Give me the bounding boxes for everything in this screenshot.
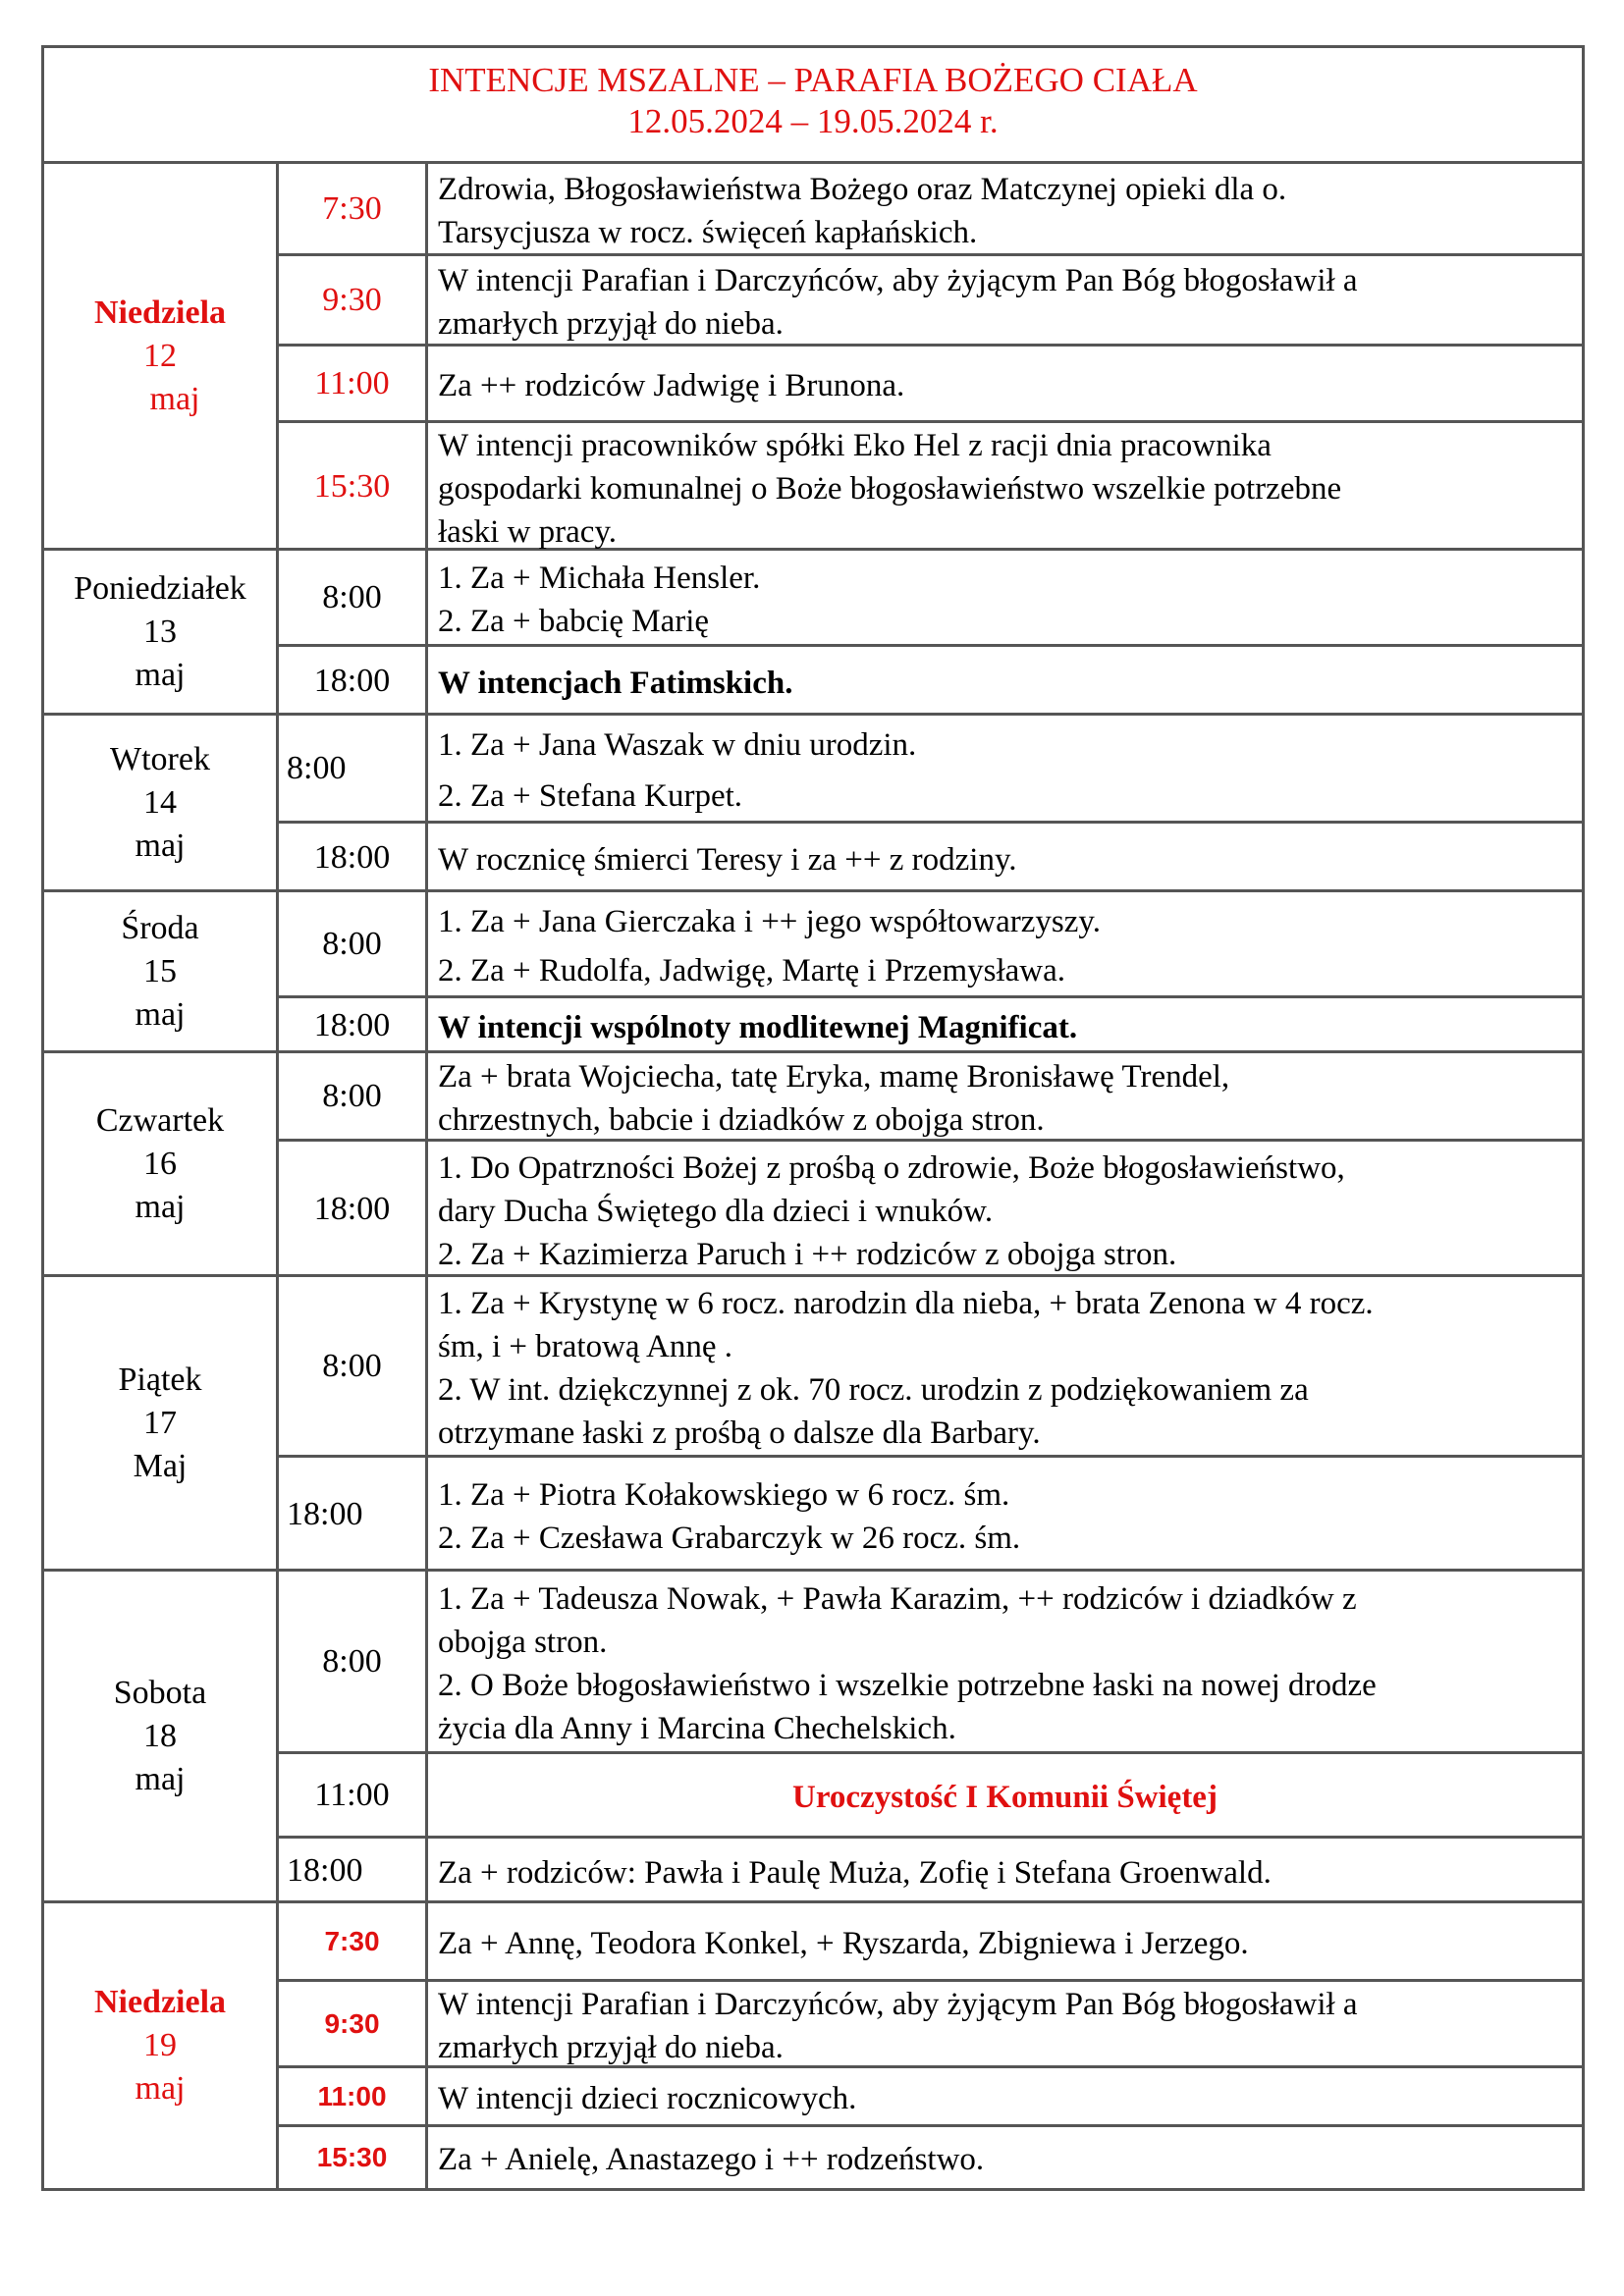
intention-line: 1. Za + Michała Hensler. xyxy=(438,560,761,596)
intention-line: 2. W int. dziękczynnej z ok. 70 rocz. urodzin z podziękowaniem za xyxy=(438,1371,1309,1408)
day-number: 16 xyxy=(143,1145,177,1182)
mass-time: 15:30 xyxy=(279,2127,428,2188)
day-name: Czwartek xyxy=(95,1101,225,1139)
mass-time: 18:00 xyxy=(279,1142,428,1277)
day-name: Piątek xyxy=(118,1361,202,1398)
mass-row xyxy=(279,347,1582,423)
mass-row xyxy=(279,998,1582,1053)
day-name: Niedziela xyxy=(93,1984,227,2020)
mass-time: 11:00 xyxy=(279,1754,428,1836)
intention-line: obojga stron. xyxy=(438,1624,608,1660)
mass-intention xyxy=(428,1903,1582,1979)
mass-time: 11:00 xyxy=(279,347,428,420)
mass-intention xyxy=(428,164,1582,253)
intention-line: życia dla Anny i Marcina Chechelskich. xyxy=(438,1710,956,1746)
header xyxy=(44,48,1582,164)
mass-intention xyxy=(428,2068,1582,2124)
mass-row xyxy=(279,2068,1582,2127)
day-month: maj xyxy=(135,2070,186,2107)
day-number: 17 xyxy=(143,1404,177,1441)
mass-intention xyxy=(428,1572,1582,1751)
day-label xyxy=(44,892,279,1050)
mass-row xyxy=(279,716,1582,824)
mass-row xyxy=(279,2127,1582,2188)
intention-line: 2. Za + Czesława Grabarczyk w 26 rocz. śm. xyxy=(438,1521,1021,1556)
mass-row xyxy=(279,164,1582,256)
day-name: Wtorek xyxy=(110,740,210,777)
mass-time: 9:30 xyxy=(279,1982,428,2065)
mass-time: 8:00 xyxy=(279,551,428,644)
intention-line: W intencji Parafian i Darczyńców, aby żyjącym Pan Bóg błogosławił a xyxy=(438,262,1358,298)
mass-row xyxy=(279,551,1582,647)
day-month: maj xyxy=(135,995,186,1033)
day-label xyxy=(44,1903,279,2188)
intention-line: Za + Annę, Teodora Konkel, + Ryszarda, Zbigniewa i Jerzego. xyxy=(438,1925,1249,1961)
mass-intention xyxy=(428,1754,1582,1836)
day-sunday-12 xyxy=(44,164,1582,551)
mass-row xyxy=(279,1903,1582,1982)
mass-time: 8:00 xyxy=(279,716,428,821)
day-name: Środa xyxy=(121,909,199,946)
day-label xyxy=(44,1572,279,1900)
mass-row xyxy=(279,1572,1582,1754)
intention-line: 2. Za + Stefana Kurpet. xyxy=(438,777,743,814)
day-label xyxy=(44,164,279,548)
intention-line: W intencjach Fatimskich. xyxy=(438,666,793,701)
mass-time: 18:00 xyxy=(279,824,428,892)
mass-row xyxy=(279,1839,1582,1903)
day-number: 14 xyxy=(143,783,177,821)
mass-time: 8:00 xyxy=(279,1053,428,1139)
intention-line: 1. Za + Jana Gierczaka i ++ jego współtowarzyszy. xyxy=(438,903,1101,939)
mass-time: 15:30 xyxy=(279,423,428,551)
day-number: 18 xyxy=(143,1717,177,1754)
intention-line: 2. Za + Rudolfa, Jadwigę, Martę i Przemysława. xyxy=(438,952,1066,988)
day-thursday-16 xyxy=(44,1053,1582,1277)
intention-line: 2. Za + Kazimierza Paruch i ++ rodziców z obojga stron. xyxy=(438,1237,1177,1272)
intention-line: W intencji Parafian i Darczyńców, aby żyjącym Pan Bóg błogosławił a xyxy=(438,1986,1358,2022)
intention-line: dary Ducha Świętego dla dzieci i wnuków. xyxy=(438,1194,994,1229)
mass-intention xyxy=(428,824,1582,892)
mass-time: 18:00 xyxy=(279,1839,428,1903)
day-month: Maj xyxy=(133,1447,188,1484)
intention-line: 1. Za + Krystynę w 6 rocz. narodzin dla nieba, + brata Zenona w 4 rocz. xyxy=(438,1285,1374,1321)
intention-line: Za + Anielę, Anastazego i ++ rodzeństwo. xyxy=(438,2142,985,2177)
day-name: Sobota xyxy=(113,1674,207,1711)
mass-row xyxy=(279,1142,1582,1277)
intention-line: 1. Za + Jana Waszak w dniu urodzin. xyxy=(438,726,917,763)
intention-line: W rocznicę śmierci Teresy i za ++ z rodziny. xyxy=(438,842,1017,878)
mass-time: 8:00 xyxy=(279,892,428,995)
mass-time: 18:00 xyxy=(279,647,428,716)
intention-line: W intencji pracowników spółki Eko Hel z racji dnia pracownika xyxy=(438,428,1272,463)
mass-intention xyxy=(428,1458,1582,1572)
day-month: maj xyxy=(135,827,186,864)
mass-row xyxy=(279,1277,1582,1458)
day-monday-13 xyxy=(44,551,1582,716)
mass-intention xyxy=(428,1839,1582,1903)
day-number: 13 xyxy=(143,613,177,650)
mass-row xyxy=(279,1982,1582,2068)
mass-row xyxy=(279,824,1582,892)
intention-line: Tarsycjusza w rocz. święceń kapłańskich. xyxy=(438,214,978,250)
mass-time: 11:00 xyxy=(279,2068,428,2124)
mass-time: 18:00 xyxy=(279,998,428,1053)
mass-row xyxy=(279,256,1582,347)
mass-intention xyxy=(428,716,1582,821)
intention-line: Za + brata Wojciecha, tatę Eryka, mamę Bronisławę Trendel, xyxy=(438,1058,1230,1095)
intention-line: zmarłych przyjął do nieba. xyxy=(438,2029,784,2065)
day-month: maj xyxy=(135,656,186,693)
mass-time: 8:00 xyxy=(279,1572,428,1751)
intention-line: 2. Za + babcię Marię xyxy=(438,603,710,639)
intentions-table xyxy=(41,45,1585,2191)
day-label xyxy=(44,1053,279,1274)
day-month: maj xyxy=(135,1188,186,1225)
mass-row xyxy=(279,647,1582,716)
mass-intention xyxy=(428,256,1582,344)
intention-line: 1. Za + Piotra Kołakowskiego w 6 rocz. śm. xyxy=(438,1477,1010,1513)
intention-line: W intencji wspólnoty modlitewnej Magnificat. xyxy=(438,1010,1078,1045)
intention-line: zmarłych przyjął do nieba. xyxy=(438,305,784,342)
day-label xyxy=(44,1277,279,1569)
day-saturday-18 xyxy=(44,1572,1582,1903)
date-range: 12.05.2024 – 19.05.2024 r. xyxy=(627,102,999,140)
intention-line: otrzymane łaski z prośbą o dalsze dla Barbary. xyxy=(438,1415,1041,1451)
day-label xyxy=(44,716,279,889)
mass-time: 7:30 xyxy=(279,1903,428,1979)
intention-line: śm, i + bratową Annę . xyxy=(438,1328,732,1364)
mass-row xyxy=(279,892,1582,998)
day-friday-17 xyxy=(44,1277,1582,1572)
day-tuesday-14 xyxy=(44,716,1582,892)
mass-row xyxy=(279,423,1582,551)
day-month: maj xyxy=(149,380,200,417)
mass-intention xyxy=(428,551,1582,644)
mass-row xyxy=(279,1458,1582,1572)
mass-row xyxy=(279,1754,1582,1839)
intention-line: łaski w pracy. xyxy=(438,514,618,550)
mass-time: 7:30 xyxy=(279,164,428,253)
page-title: INTENCJE MSZALNE – PARAFIA BOŻEGO CIAŁA xyxy=(428,61,1198,99)
mass-intention xyxy=(428,1277,1582,1455)
intention-line: 1. Do Opatrzności Bożej z prośbą o zdrowie, Boże błogosławieństwo, xyxy=(438,1150,1345,1186)
communion-celebration: Uroczystość I Komunii Świętej xyxy=(792,1779,1218,1815)
mass-intention xyxy=(428,1982,1582,2065)
mass-time: 9:30 xyxy=(279,256,428,344)
day-name: Niedziela xyxy=(93,294,227,331)
mass-intention xyxy=(428,347,1582,420)
mass-intention xyxy=(428,1142,1582,1277)
intention-line: chrzestnych, babcie i dziadków z obojga stron. xyxy=(438,1101,1045,1138)
day-wednesday-15 xyxy=(44,892,1582,1053)
mass-intention xyxy=(428,423,1582,551)
intention-line: 2. O Boże błogosławieństwo i wszelkie potrzebne łaski na nowej drodze xyxy=(438,1667,1377,1703)
mass-intention xyxy=(428,1053,1582,1139)
intention-line: Za + rodziców: Pawła i Paulę Muża, Zofię i Stefana Groenwald. xyxy=(438,1855,1272,1891)
mass-intention xyxy=(428,892,1582,995)
intention-line: Za ++ rodziców Jadwigę i Brunona. xyxy=(438,367,905,403)
day-number: 12 xyxy=(143,337,177,374)
intention-line: W intencji dzieci rocznicowych. xyxy=(438,2080,857,2116)
mass-intention xyxy=(428,2127,1582,2188)
mass-row xyxy=(279,1053,1582,1142)
day-number: 19 xyxy=(143,2027,177,2063)
day-label xyxy=(44,551,279,713)
intention-line: gospodarki komunalnej o Boże błogosławieństwo wszelkie potrzebne xyxy=(438,471,1342,507)
day-sunday-19 xyxy=(44,1903,1582,2188)
intention-line: 1. Za + Tadeusza Nowak, + Pawła Karazim, ++ rodziców i dziadków z xyxy=(438,1580,1357,1617)
intention-line: Zdrowia, Błogosławieństwa Bożego oraz Matczynej opieki dla o. xyxy=(438,171,1287,207)
mass-intention xyxy=(428,998,1582,1053)
mass-time: 8:00 xyxy=(279,1277,428,1455)
mass-time: 18:00 xyxy=(279,1458,428,1572)
mass-intention xyxy=(428,647,1582,716)
day-name: Poniedziałek xyxy=(74,569,246,607)
day-number: 15 xyxy=(143,952,177,989)
day-month: maj xyxy=(135,1760,186,1797)
